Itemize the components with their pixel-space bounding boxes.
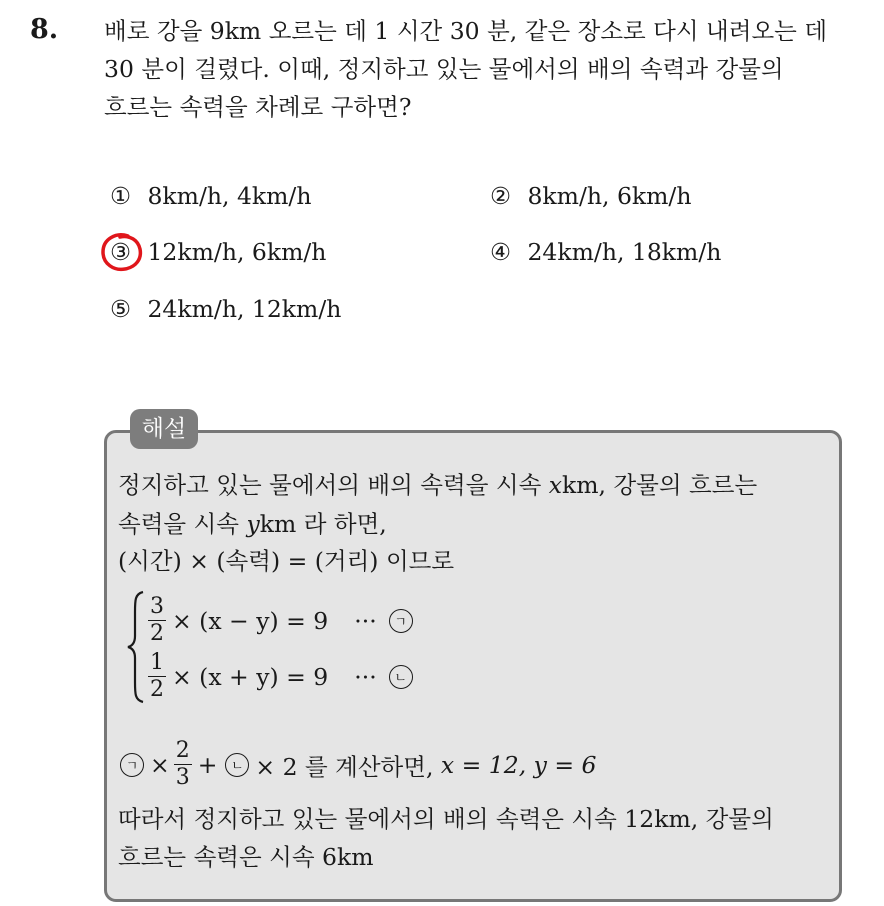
solution-tag: 해설	[130, 409, 198, 449]
question-text	[104, 12, 874, 126]
choice-3-text: 12km/h, 6km/h	[147, 238, 327, 266]
circled-label-icon: ㄱ	[389, 609, 413, 633]
choice-4-text: 24km/h, 18km/h	[527, 238, 722, 266]
ellipsis: ···	[354, 662, 377, 691]
solution-text: 정지하고 있는 물에서의 배의 속력을 시속	[118, 471, 549, 499]
choice-2-mark: ②	[490, 182, 512, 210]
choice-3-mark: ③	[110, 238, 132, 266]
choice-1-text: 8km/h, 4km/h	[147, 182, 312, 210]
fraction: $\frac{2}{3}$	[175, 738, 190, 790]
question-line: 흐르는 속력을 차례로 구하면?	[104, 93, 412, 121]
calc-result: x = 12, y = 6	[440, 750, 597, 779]
variable-x: x	[548, 471, 563, 499]
circled-label-icon: ㄴ	[389, 665, 413, 689]
times-sign: ×	[150, 750, 170, 779]
equation-lhs: × (x − y) = 9	[172, 606, 329, 635]
choice-2[interactable]	[490, 182, 691, 210]
answer-circle-icon	[98, 230, 146, 274]
equation-1	[148, 594, 415, 647]
fraction: $\frac{3}{2}$	[150, 594, 164, 646]
solution-line-final-2: 흐르는 속력은 시속 6km	[118, 843, 374, 871]
circled-label-icon: ㄱ	[120, 753, 144, 777]
choice-4-mark: ④	[490, 238, 512, 266]
plus-sign: +	[197, 750, 218, 779]
calc-text: × 2 를 계산하면,	[255, 752, 441, 781]
circled-label-icon: ㄴ	[225, 753, 249, 777]
left-brace-icon	[126, 590, 146, 704]
choice-4[interactable]	[490, 238, 721, 266]
fraction: $\frac{1}{2}$	[150, 650, 164, 702]
question-number: 8.	[30, 14, 59, 45]
choice-5[interactable]	[110, 295, 341, 323]
solution-text: km 라 하면,	[259, 510, 387, 538]
solution-text: 속력을 시속	[118, 510, 247, 538]
solution-line-3: (시간) × (속력) = (거리) 이므로	[118, 547, 455, 575]
equation-lhs: × (x + y) = 9	[172, 662, 329, 691]
choice-2-text: 8km/h, 6km/h	[527, 182, 692, 210]
variable-y: y	[246, 510, 260, 538]
choice-5-mark: ⑤	[110, 295, 132, 323]
solution-text: km, 강물의 흐르는	[562, 471, 758, 499]
question-line: 30 분이 걸렸다. 이때, 정지하고 있는 물에서의 배의 속력과 강물의	[104, 55, 784, 83]
choice-1-mark: ①	[110, 182, 132, 210]
solution-line-1	[118, 466, 757, 500]
choice-5-text: 24km/h, 12km/h	[147, 295, 342, 323]
solution-line-2	[118, 505, 387, 539]
choice-1[interactable]	[110, 182, 311, 210]
equation-2	[148, 650, 415, 703]
calculation-line	[118, 738, 597, 791]
ellipsis: ···	[354, 606, 377, 635]
solution-line-final-1: 따라서 정지하고 있는 물에서의 배의 속력은 시속 12km, 강물의	[118, 805, 774, 833]
question-line: 배로 강을 9km 오르는 데 1 시간 30 분, 같은 장소로 다시 내려오는 데	[104, 17, 828, 45]
